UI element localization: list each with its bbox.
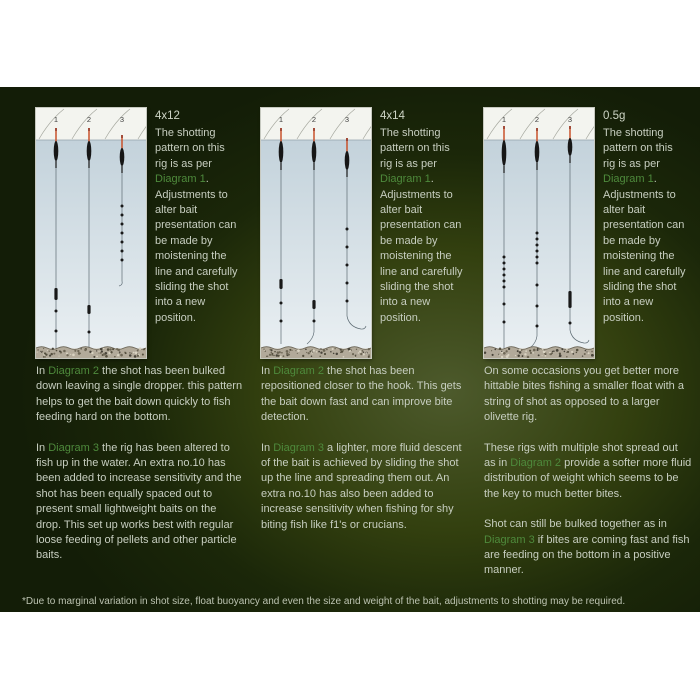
- intro-text: [380, 126, 464, 326]
- svg-text:2: 2: [311, 115, 317, 124]
- diagram-row: [36, 108, 244, 358]
- svg-text:1: 1: [501, 115, 507, 124]
- description-block: [484, 364, 692, 579]
- side-text-block: [380, 108, 464, 358]
- paragraph: [484, 364, 692, 426]
- rig-diagram-panel: [484, 108, 594, 358]
- intro-text: [155, 126, 239, 326]
- svg-text:1: 1: [278, 115, 284, 124]
- intro-text: [603, 126, 687, 326]
- diagram-ref: Diagram 3: [484, 533, 535, 546]
- text-run: Shot can still be bulked together as in: [484, 518, 667, 531]
- text-run: the rig has been altered to fish up in the water. An extra no.10 has been added to increase sensitivity and the shot has been equally spaced out to present small lightweight baits on the drop. This set up works best with regular loose feeding of pellets and other particle baits.: [36, 441, 242, 562]
- svg-text:3: 3: [119, 115, 125, 124]
- svg-text:2: 2: [86, 115, 92, 124]
- text-run: the shot has been repositioned closer to the hook. This gets the bait down fast and can improve bite detection.: [261, 365, 462, 424]
- text-run: In: [261, 365, 274, 377]
- text-run: a lighter, more fluid descent of the bait is achieved by sliding the shot up the line and spreading them out. An extra no.10 has also been added to increase sensitivity when fishing for shy biting fish like f1's or crucians.: [261, 441, 462, 531]
- diagram-ref: Diagram 2: [273, 365, 324, 377]
- diagram-row: [484, 108, 692, 358]
- paragraph: [261, 364, 469, 426]
- rig-diagram-panel: [36, 108, 146, 358]
- column-4x14: [261, 108, 469, 548]
- text-run: The shotting pattern on this rig is as per: [380, 127, 450, 170]
- column-0_5g: [484, 108, 692, 594]
- paragraph: [484, 517, 692, 579]
- footnote: *Due to marginal variation in shot size, float buoyancy and even the size and weight of the bait, adjustments to shotting may be required.: [22, 596, 626, 607]
- text-run: In: [261, 441, 274, 454]
- text-run: . Adjustments to alter bait presentation can be made by moistening the line and carefully sliding the shot into a new position.: [603, 173, 686, 324]
- text-run: In: [36, 365, 49, 377]
- paragraph: [36, 364, 244, 426]
- side-text-block: [603, 108, 687, 358]
- side-text-block: [155, 108, 239, 358]
- text-run: These rigs with multiple shot spread out as in: [484, 441, 678, 470]
- diagram-ref: Diagram 3: [48, 441, 99, 454]
- diagram-ref: Diagram 2: [48, 365, 99, 377]
- svg-text:1: 1: [53, 115, 59, 124]
- green-panel: [0, 87, 700, 612]
- paragraph: [261, 441, 469, 533]
- rig-diagram-panel: [261, 108, 371, 358]
- svg-text:3: 3: [567, 115, 573, 124]
- text-run: The shotting pattern on this rig is as per: [603, 127, 673, 170]
- svg-text:2: 2: [534, 115, 540, 124]
- description-block: [261, 364, 469, 533]
- text-run: the shot has been bulked down leaving a single dropper. this pattern helps to get the bait down quickly to fish feeding hard on the bottom.: [36, 365, 243, 424]
- diagram-ref: Diagram 1: [603, 173, 654, 186]
- paragraph: [36, 441, 244, 564]
- rig-diagram: [36, 108, 146, 358]
- text-run: In: [36, 441, 49, 454]
- text-run: . Adjustments to alter bait presentation can be made by moistening the line and carefully sliding the shot into a new position.: [155, 173, 238, 324]
- diagram-ref: Diagram 3: [273, 441, 324, 454]
- float-size-label: 0.5g: [603, 110, 626, 122]
- float-size-label: 4x14: [380, 110, 405, 122]
- text-run: . Adjustments to alter bait presentation can be made by moistening the line and carefully sliding the shot into a new position.: [380, 173, 463, 324]
- text-run: On some occasions you get better more hittable bites fishing a smaller float with a string of shot as opposed to a larger olivette rig.: [484, 365, 684, 424]
- column-4x12: [36, 108, 244, 579]
- paragraph: [484, 441, 692, 503]
- diagram-ref: Diagram 1: [380, 173, 431, 186]
- rig-diagram: [261, 108, 371, 358]
- description-block: [36, 364, 244, 564]
- diagram-ref: Diagram 1: [155, 173, 206, 186]
- diagram-row: [261, 108, 469, 358]
- text-run: provide a softer more fluid distribution of weight which seems to be the key to much better bites.: [484, 457, 692, 500]
- rig-diagram: [484, 108, 594, 358]
- text-run: The shotting pattern on this rig is as per: [155, 127, 225, 170]
- text-run: if bites are coming fast and fish are feeding on the bottom in a positive manner.: [484, 533, 690, 577]
- float-size-label: 4x12: [155, 110, 180, 122]
- svg-text:3: 3: [344, 115, 350, 124]
- diagram-ref: Diagram 2: [510, 457, 562, 470]
